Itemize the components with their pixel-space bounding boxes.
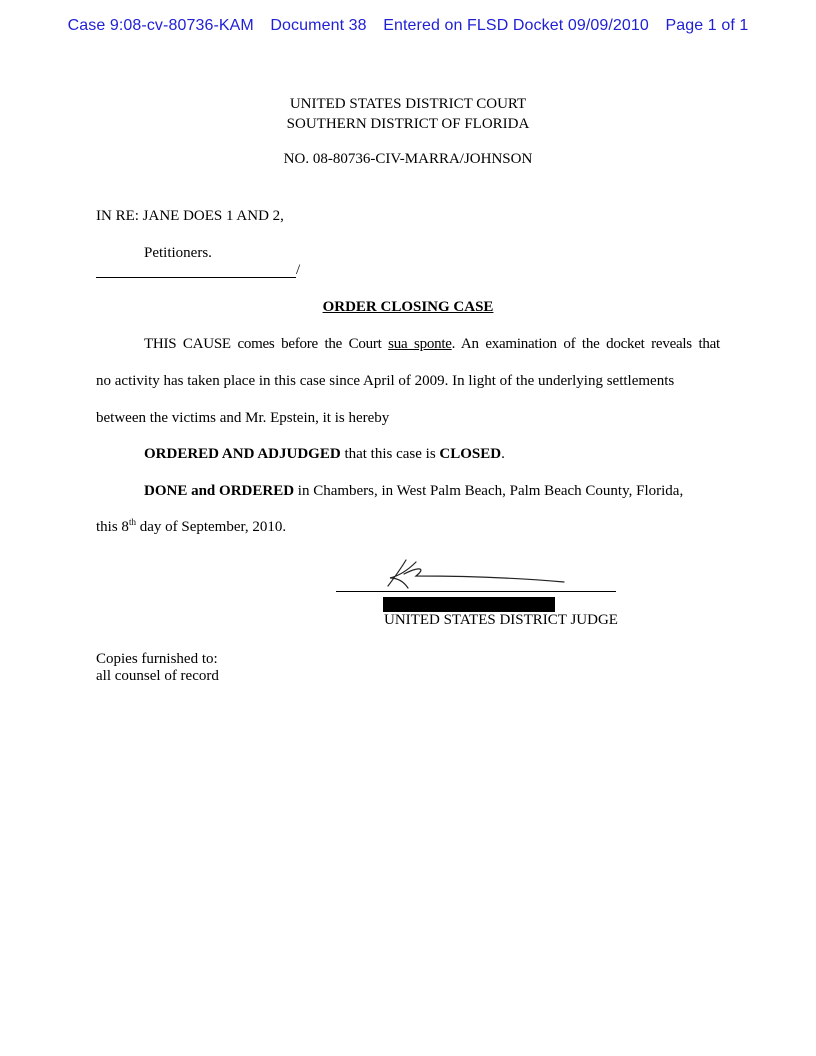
copies-recipients: all counsel of record <box>96 668 219 684</box>
sua-sponte: sua sponte <box>388 336 452 352</box>
stamp-document-number: Document 38 <box>270 17 367 34</box>
caption-party: Petitioners. <box>144 245 212 261</box>
court-name: UNITED STATES DISTRICT COURT <box>289 96 527 112</box>
judge-title: UNITED STATES DISTRICT JUDGE <box>384 612 618 628</box>
stamp-page-number: Page 1 of 1 <box>665 17 749 34</box>
court-district: SOUTHERN DISTRICT OF FLORIDA <box>286 116 530 132</box>
caption-rule <box>96 277 296 278</box>
body-line-2: no activity has taken place in this case since April of 2009. In light of the underlying settlements <box>96 373 675 389</box>
ordered-paragraph: ORDERED AND ADJUDGED that this case is CLOSED. <box>144 446 505 462</box>
stamp-entered-date: Entered on FLSD Docket 09/09/2010 <box>383 17 649 34</box>
case-number: NO. 08-80736-CIV-MARRA/JOHNSON <box>283 151 533 167</box>
stamp-case-number: Case 9:08-cv-80736-KAM <box>67 17 254 34</box>
date-line: this 8th day of September, 2010. <box>96 517 287 535</box>
caption-slash: / <box>296 262 301 278</box>
signature-line <box>336 591 616 592</box>
redaction-bar <box>383 597 555 612</box>
copies-label: Copies furnished to: <box>96 651 218 667</box>
body-line-1: THIS CAUSE comes before the Court sua sponte. An examination of the docket reveals that <box>144 336 720 352</box>
docket-stamp <box>0 17 816 35</box>
done-ordered-paragraph: DONE and ORDERED in Chambers, in West Palm Beach, Palm Beach County, Florida, <box>144 483 684 499</box>
body-line-3: between the victims and Mr. Epstein, it is hereby <box>96 410 390 426</box>
caption-in-re: IN RE: JANE DOES 1 AND 2, <box>96 208 284 224</box>
judge-signature <box>376 552 576 596</box>
order-title: ORDER CLOSING CASE <box>322 299 494 315</box>
